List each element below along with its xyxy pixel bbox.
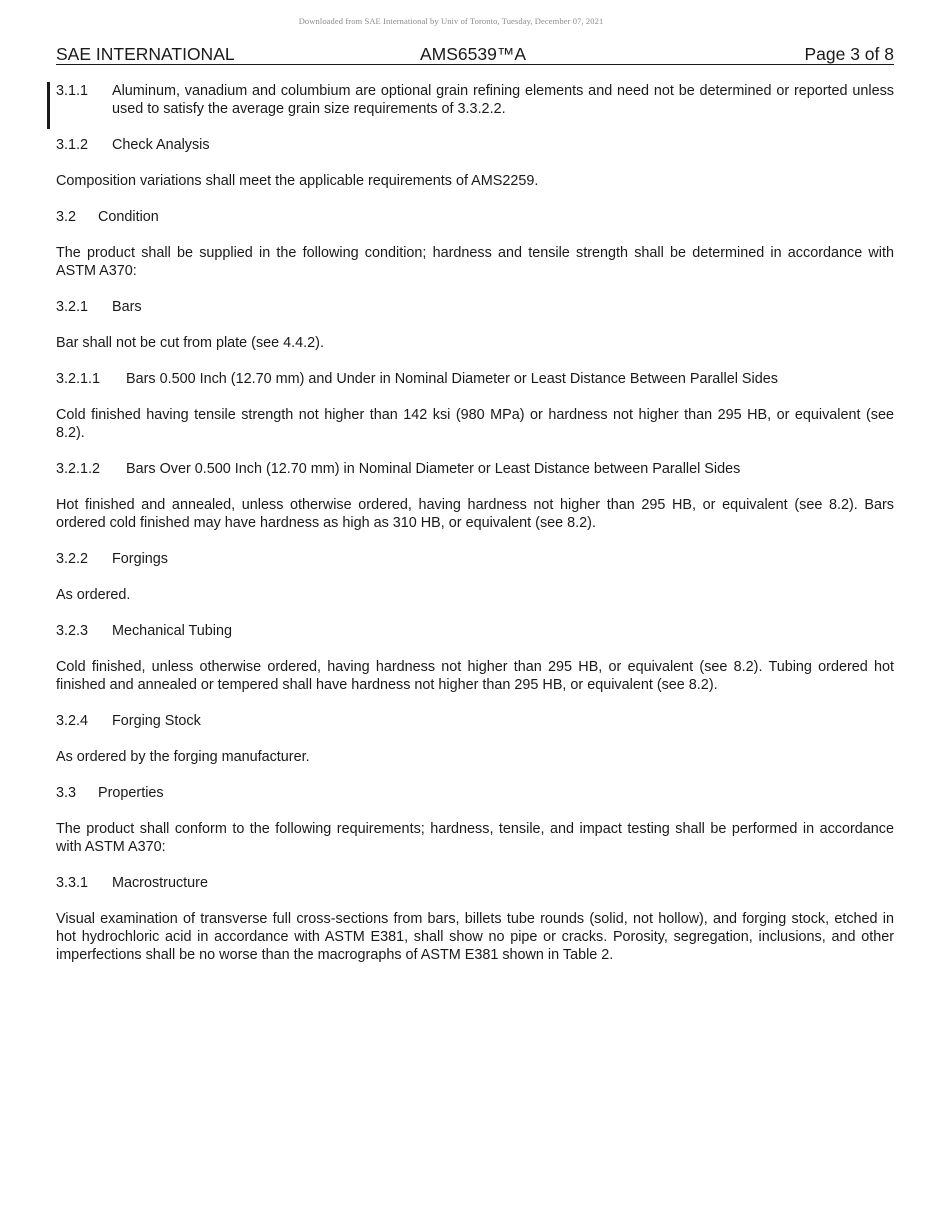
section-title: Bars Over 0.500 Inch (12.70 mm) in Nominal Diameter or Least Distance between Parallel Sides [126, 461, 741, 477]
paragraph-3-2: The product shall be supplied in the following condition; hardness and tensile strength shall be determined in accordance with ASTM A370: [56, 245, 894, 279]
paragraph-3-3-1: Visual examination of transverse full cross-sections from bars, billets tube rounds (solid, not hollow), and forging stock, etched in hot hydrochloric acid in accordance with ASTM E381, shall show no pipe or cracks. Porosity, segregation, inclusions, and other imperfections shall be no worse than the macrographs of ASTM E381 shown in Table 2. [56, 911, 894, 963]
section-heading-3-2-1-1 [56, 370, 894, 388]
section-number: 3.2.4 [56, 713, 89, 729]
header-page-number: Page 3 of 8 [804, 44, 894, 64]
section-title: Forgings [112, 551, 168, 567]
section-title: Mechanical Tubing [112, 623, 232, 639]
section-number: 3.2.1.2 [56, 461, 101, 477]
download-watermark: Downloaded from SAE International by Univ of Toronto, Tuesday, December 07, 2021 [298, 16, 604, 26]
section-title: Bars 0.500 Inch (12.70 mm) and Under in Nominal Diameter or Least Distance Between Parallel Sides [126, 371, 778, 387]
section-number: 3.2 [56, 209, 77, 225]
section-heading-3-2-4 [56, 712, 894, 730]
section-heading-3-2 [56, 208, 894, 226]
section-text: Aluminum, vanadium and columbium are optional grain refining elements and need not be determined or reported unless used to satisfy the average grain size requirements of 3.3.2.2. [112, 83, 894, 117]
section-heading-3-3-1 [56, 874, 894, 892]
revision-change-bar [47, 82, 50, 129]
section-number: 3.2.1.1 [56, 371, 101, 387]
paragraph-3-2-4: As ordered by the forging manufacturer. [56, 749, 310, 765]
section-title: Condition [98, 209, 159, 225]
section-number: 3.2.3 [56, 623, 89, 639]
section-title: Properties [98, 785, 164, 801]
section-number: 3.3.1 [56, 875, 89, 891]
paragraph-3-2-1-2: Hot finished and annealed, unless otherwise ordered, having hardness not higher than 295 HB, or equivalent (see 8.2). Bars ordered cold finished may have hardness as high as 310 HB, or equivalent (see 8.2). [56, 497, 894, 531]
paragraph-3-3: The product shall conform to the following requirements; hardness, tensile, and impact testing shall be performed in accordance with ASTM A370: [56, 821, 894, 855]
document-body [56, 82, 894, 982]
paragraph-3-2-1: Bar shall not be cut from plate (see 4.4.2). [56, 335, 324, 351]
paragraph-3-2-2: As ordered. [56, 587, 131, 603]
paragraph-3-2-3: Cold finished, unless otherwise ordered, having hardness not higher than 295 HB, or equivalent (see 8.2). Tubing ordered hot finished and annealed or tempered shall have hardness not higher than 295 HB, or equivalent (see 8.2). [56, 659, 894, 693]
section-heading-3-2-1-2 [56, 460, 894, 478]
header-organization: SAE INTERNATIONAL [56, 44, 235, 64]
section-title: Bars [112, 299, 142, 315]
section-title: Check Analysis [112, 137, 210, 153]
section-number: 3.2.2 [56, 551, 89, 567]
section-number: 3.2.1 [56, 299, 89, 315]
section-heading-3-2-2 [56, 550, 894, 568]
section-number: 3.1.1 [56, 83, 89, 99]
page-header [56, 44, 894, 65]
section-heading-3-1-2 [56, 136, 894, 154]
section-heading-3-2-3 [56, 622, 894, 640]
section-heading-3-2-1 [56, 298, 894, 316]
header-document-id: AMS6539™A [420, 44, 527, 64]
section-title: Macrostructure [112, 875, 208, 891]
section-number: 3.1.2 [56, 137, 89, 153]
section-title: Forging Stock [112, 713, 201, 729]
paragraph-3-2-1-1: Cold finished having tensile strength not higher than 142 ksi (980 MPa) or hardness not higher than 295 HB, or equivalent (see 8.2). [56, 407, 894, 441]
section-number: 3.3 [56, 785, 77, 801]
paragraph-3-1-2: Composition variations shall meet the applicable requirements of AMS2259. [56, 173, 539, 189]
section-3-1-1 [56, 82, 894, 118]
section-heading-3-3 [56, 784, 894, 802]
